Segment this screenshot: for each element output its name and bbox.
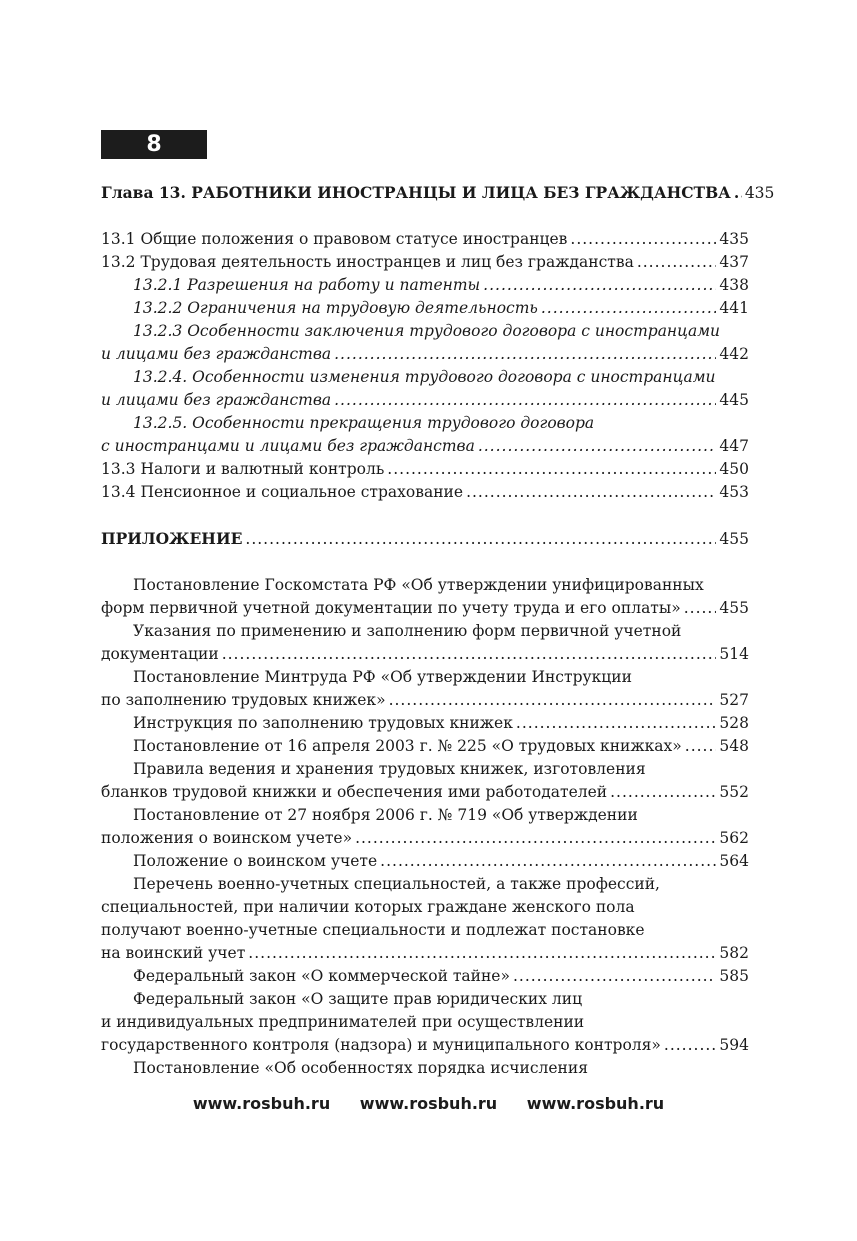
table-of-contents xyxy=(101,181,775,1080)
page-ref: 552 xyxy=(719,783,749,801)
leader-dots xyxy=(516,712,716,735)
appendix-title: ПРИЛОЖЕНИЕ xyxy=(101,529,243,548)
leader-dots xyxy=(685,735,717,758)
leader-dots xyxy=(245,528,716,551)
leader-dots xyxy=(355,827,716,850)
chapter-title: Глава 13. РАБОТНИКИ ИНОСТРАНЦЫ И ЛИЦА БЕЗ ГРАЖДАНСТВА xyxy=(101,183,731,202)
entry-title: Постановление от 16 апреля 2003 г. № 225 «О трудовых книжках» xyxy=(133,737,682,755)
page-ref: 435 xyxy=(744,184,775,202)
appendix-entry-goskomstat[interactable] xyxy=(101,574,749,620)
leader-dots xyxy=(734,181,742,204)
toc-entry-13-1[interactable] xyxy=(101,228,749,251)
page-number-badge: 8 xyxy=(101,130,207,159)
entry-title: 13.2.2 Ограничения на трудовую деятельность xyxy=(133,299,538,317)
toc-entry-13-2-3[interactable] xyxy=(101,320,749,366)
leader-dots xyxy=(478,435,717,458)
leader-dots xyxy=(570,228,716,251)
leader-dots xyxy=(389,689,717,712)
leader-dots xyxy=(637,251,717,274)
appendix-entry-perechen[interactable] xyxy=(101,873,749,965)
page-ref: 585 xyxy=(719,967,749,985)
toc-entry-13-2-2[interactable] xyxy=(101,297,749,320)
entry-title-line: положения о воинском учете» xyxy=(101,829,353,847)
appendix-entry-mintrud[interactable] xyxy=(101,666,749,712)
page-ref: 527 xyxy=(719,691,749,709)
footer-link[interactable]: www.rosbuh.ru xyxy=(359,1094,498,1113)
appendix-entry-osobennosti[interactable] xyxy=(101,1057,749,1080)
leader-dots xyxy=(466,481,716,504)
appendix-entry[interactable] xyxy=(101,527,749,551)
page-ref: 455 xyxy=(719,599,749,617)
page-ref: 437 xyxy=(719,253,749,271)
page-ref: 528 xyxy=(719,714,749,732)
entry-title-line: 13.2.4. Особенности изменения трудового договора с иностранцами xyxy=(133,368,716,386)
entry-title-line: государственного контроля (надзора) и муниципального контроля» xyxy=(101,1036,661,1054)
entry-title-line: Постановление Госкомстата РФ «Об утверждении унифицированных xyxy=(133,576,704,594)
leader-dots xyxy=(610,781,716,804)
entry-title-line: Постановление Минтруда РФ «Об утверждении Инструкции xyxy=(133,668,632,686)
entry-title-line: и индивидуальных предпринимателей при осуществлении xyxy=(101,1013,585,1031)
entry-title: 13.2.1 Разрешения на работу и патенты xyxy=(133,276,481,294)
toc-entry-13-2-4[interactable] xyxy=(101,366,749,412)
entry-title-line: Федеральный закон «О защите прав юридических лиц xyxy=(133,990,583,1008)
appendix-entry-kommercheskaya-tayna[interactable] xyxy=(101,965,749,988)
entry-title-line: бланков трудовой книжки и обеспечения ими работодателей xyxy=(101,783,608,801)
entry-title-line: документации xyxy=(101,645,219,663)
leader-dots xyxy=(334,343,716,366)
page-ref: 435 xyxy=(719,230,749,248)
toc-entry-13-2[interactable] xyxy=(101,251,749,274)
page-ref: 582 xyxy=(719,944,749,962)
entry-title-line: Указания по применению и заполнению форм первичной учетной xyxy=(133,622,682,640)
toc-entry-13-2-5[interactable] xyxy=(101,412,749,458)
entry-title: Положение о воинском учете xyxy=(133,852,378,870)
entry-title-line: по заполнению трудовых книжек» xyxy=(101,691,386,709)
leader-dots xyxy=(684,597,717,620)
leader-dots xyxy=(541,297,717,320)
page-ref: 548 xyxy=(719,737,749,755)
appendix-entry-instruktsiya[interactable] xyxy=(101,712,749,735)
leader-dots xyxy=(380,850,716,873)
entry-title-line: форм первичной учетной документации по учету труда и его оплаты» xyxy=(101,599,681,617)
toc-entry-13-4[interactable] xyxy=(101,481,749,504)
page-ref: 594 xyxy=(719,1036,749,1054)
entry-title-line: и лицами без гражданства xyxy=(101,345,332,363)
leader-dots xyxy=(513,965,716,988)
page-ref: 445 xyxy=(719,391,749,409)
entry-title-line: с иностранцами и лицами без гражданства xyxy=(101,437,475,455)
entry-title-line: 13.2.5. Особенности прекращения трудового договора xyxy=(133,414,595,432)
entry-title-line: получают военно-учетные специальности и подлежат постановке xyxy=(101,921,645,939)
entry-title-line: Перечень военно-учетных специальностей, а также профессий, xyxy=(133,875,660,893)
entry-title: Федеральный закон «О коммерческой тайне» xyxy=(133,967,510,985)
entry-title: 13.4 Пенсионное и социальное страхование xyxy=(101,483,464,501)
entry-title: Инструкция по заполнению трудовых книжек xyxy=(133,714,513,732)
entry-title-line: Правила ведения и хранения трудовых книжек, изготовления xyxy=(133,760,646,778)
entry-title-line: специальностей, при наличии которых граждане женского пола xyxy=(101,898,635,916)
appendix-entry-postanovlenie-225[interactable] xyxy=(101,735,749,758)
appendix-entry-ukazaniya[interactable] xyxy=(101,620,749,666)
entry-title-line: Постановление «Об особенностях порядка исчисления xyxy=(133,1059,589,1077)
leader-dots xyxy=(387,458,716,481)
page-ref: 455 xyxy=(719,530,749,548)
appendix-entry-postanovlenie-719[interactable] xyxy=(101,804,749,850)
appendix-entry-zashchita-prav[interactable] xyxy=(101,988,749,1057)
chapter-13-entry[interactable] xyxy=(101,181,775,205)
entry-title-line: на воинский учет xyxy=(101,944,246,962)
page-ref: 447 xyxy=(719,437,749,455)
entry-title-line: 13.2.3 Особенности заключения трудового договора с иностранцами xyxy=(133,322,721,340)
page-ref: 564 xyxy=(719,852,749,870)
footer-link[interactable]: www.rosbuh.ru xyxy=(192,1094,331,1113)
page-ref: 514 xyxy=(719,645,749,663)
toc-entry-13-3[interactable] xyxy=(101,458,749,481)
entry-title: 13.2 Трудовая деятельность иностранцев и лиц без гражданства xyxy=(101,253,634,271)
appendix-entry-polozhenie[interactable] xyxy=(101,850,749,873)
leader-dots xyxy=(222,643,717,666)
leader-dots xyxy=(334,389,716,412)
toc-entry-13-2-1[interactable] xyxy=(101,274,749,297)
page-ref: 438 xyxy=(719,276,749,294)
leader-dots xyxy=(483,274,716,297)
leader-dots xyxy=(664,1034,717,1057)
leader-dots xyxy=(248,942,716,965)
entry-title-line: и лицами без гражданства xyxy=(101,391,332,409)
page-ref: 441 xyxy=(719,299,749,317)
appendix-entry-pravila[interactable] xyxy=(101,758,749,804)
page-ref: 453 xyxy=(719,483,749,501)
footer xyxy=(0,1094,857,1113)
page-ref: 442 xyxy=(719,345,749,363)
page-ref: 450 xyxy=(719,460,749,478)
entry-title-line: Постановление от 27 ноября 2006 г. № 719 «Об утверждении xyxy=(133,806,638,824)
entry-title: 13.3 Налоги и валютный контроль xyxy=(101,460,385,478)
page-ref: 562 xyxy=(719,829,749,847)
entry-title: 13.1 Общие положения о правовом статусе иностранцев xyxy=(101,230,568,248)
footer-link[interactable]: www.rosbuh.ru xyxy=(526,1094,665,1113)
